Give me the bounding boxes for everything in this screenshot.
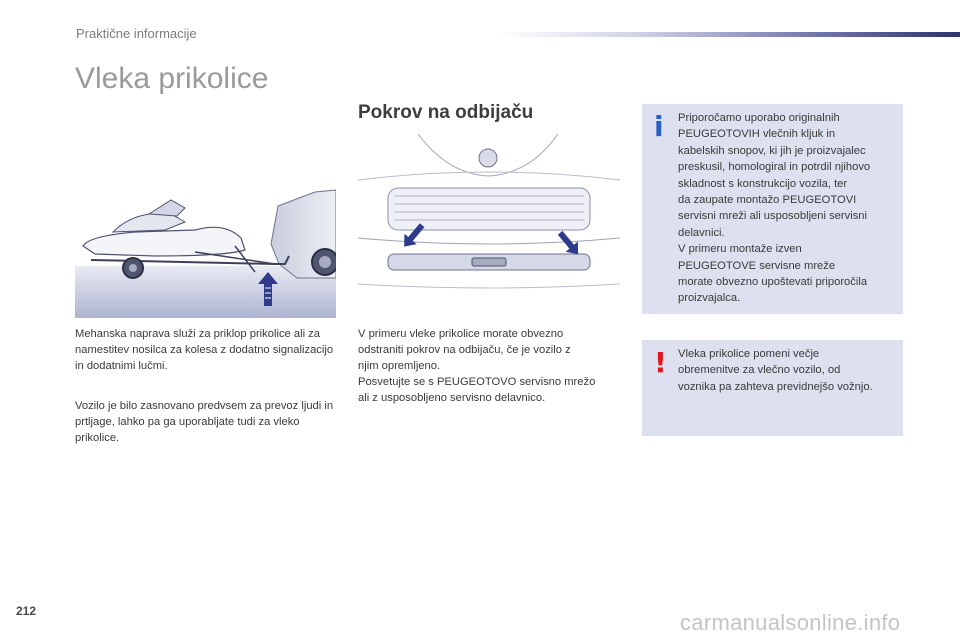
paragraph-vehicle-design: Vozilo je bilo zasnovano predvsem za prevoz ljudi in prtljage, lahko pa ga uporabljate tudi za vleko prikolice. bbox=[75, 400, 334, 444]
note-line: PEUGEOTOVIH vlečnih kljuk in bbox=[678, 128, 836, 141]
note-line: Vleka prikolice pomeni večje bbox=[678, 348, 820, 360]
note-line: skladnost s konstrukcijo vozila, ter bbox=[678, 177, 848, 190]
info-note-text bbox=[678, 110, 896, 307]
paragraph-line: njim opremljeno. bbox=[358, 360, 441, 372]
page-title: Vleka prikolice bbox=[75, 62, 269, 95]
note-line: da zaupate montažo PEUGEOTOVI bbox=[678, 194, 857, 207]
note-line: servisni mreži ali usposobljeni servisni bbox=[678, 210, 868, 223]
paragraph-mechanical-device: Mehanska naprava služi za priklop prikolice ali za namestitev nosilca za kolesa z dodatno signalizacijo in dodatnimi lučmi. bbox=[75, 328, 334, 372]
note-line: Priporočamo uporabo originalnih bbox=[678, 112, 840, 124]
paragraph-bumper-cover bbox=[358, 326, 624, 406]
note-line: delavnici. bbox=[678, 226, 725, 239]
bumper-cover-illustration bbox=[358, 134, 620, 294]
warning-note bbox=[642, 340, 903, 436]
jetski-trailer-illustration bbox=[75, 186, 336, 318]
header-gradient-bar bbox=[500, 32, 960, 37]
note-line: PEUGEOTOVE servisne mreže bbox=[678, 259, 836, 272]
page-number: 212 bbox=[16, 604, 37, 618]
warning-icon: ! bbox=[654, 346, 667, 379]
note-line: voznika pa zahteva previdnejšo vožnjo. bbox=[678, 380, 873, 393]
info-icon: i bbox=[654, 110, 664, 143]
paragraph-line: ali z usposobljeno servisno delavnico. bbox=[358, 392, 546, 404]
note-line: kabelskih snopov, ki jih je proizvajalec bbox=[678, 144, 866, 157]
paragraph-line: odstraniti pokrov na odbijaču, če je vozilo z bbox=[358, 344, 571, 356]
note-line: morate obvezno upoštevati priporočila bbox=[678, 276, 868, 289]
note-line: obremenitve za vlečno vozilo, od bbox=[678, 364, 841, 377]
info-note bbox=[642, 104, 903, 314]
paragraph-line: Posvetujte se s PEUGEOTOVO servisno mrežo bbox=[358, 376, 596, 388]
note-line: V primeru montaže izven bbox=[678, 243, 802, 256]
note-line: preskusil, homologiral in potrdil njihovo bbox=[678, 161, 871, 174]
warning-note-text bbox=[678, 346, 896, 395]
paragraph-line: V primeru vleke prikolice morate obvezno bbox=[358, 328, 564, 340]
section-subtitle: Pokrov na odbijaču bbox=[358, 102, 534, 123]
watermark: carmanualsonline.info bbox=[680, 610, 901, 635]
note-line: proizvajalca. bbox=[678, 292, 741, 305]
section-header: Praktične informacije bbox=[76, 26, 197, 41]
